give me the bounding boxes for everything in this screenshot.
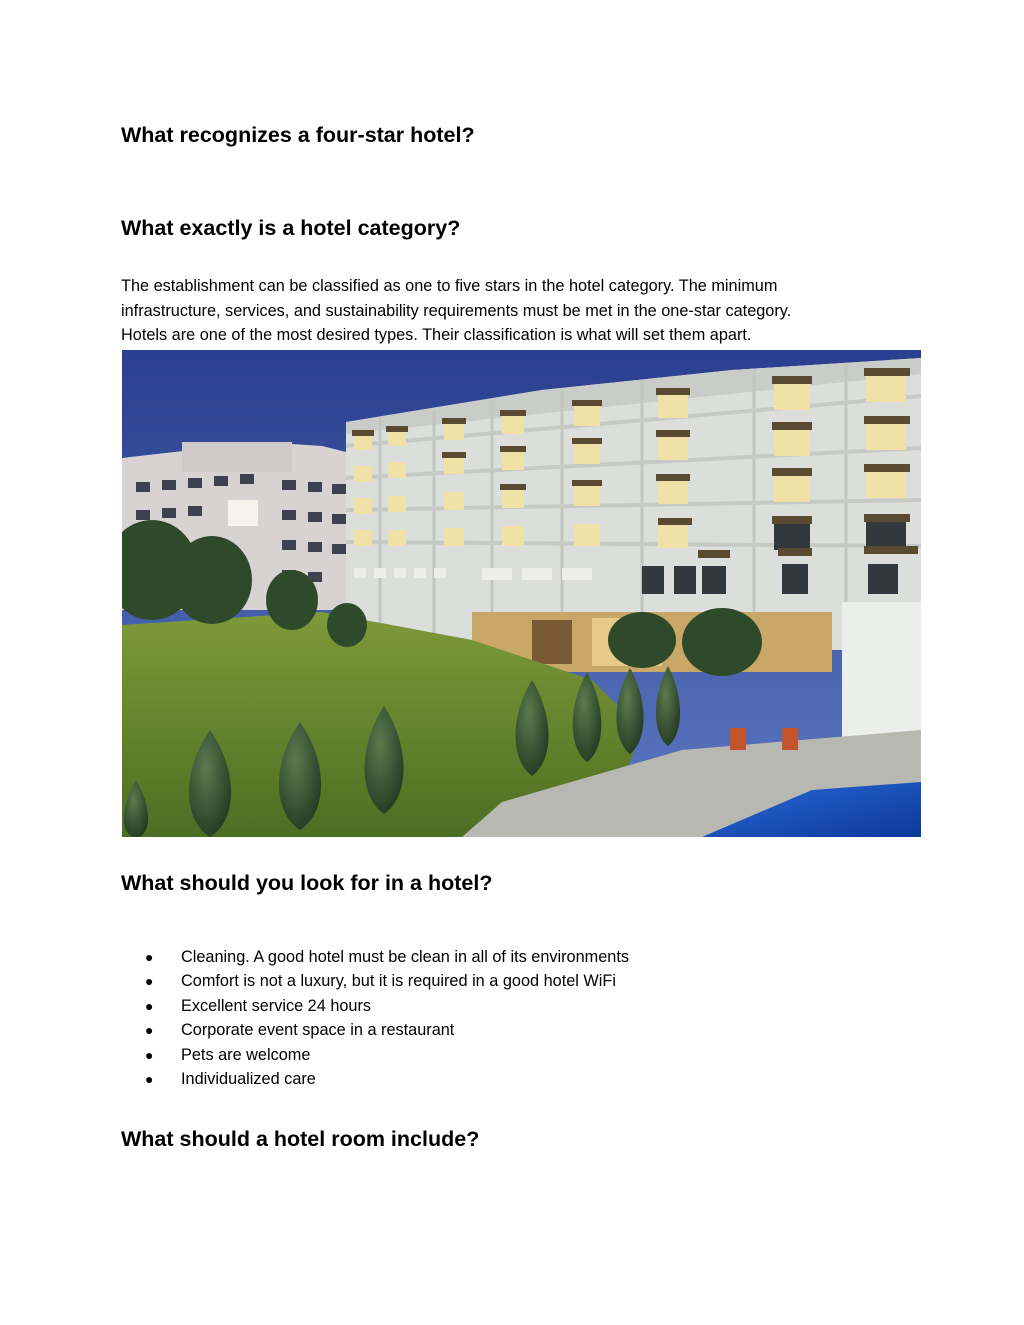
list-item xyxy=(145,945,629,969)
list-item xyxy=(145,969,629,993)
list-item-text: Cleaning. A good hotel must be clean in all of its environments xyxy=(181,948,630,966)
list-item-text: Comfort is not a luxury, but it is required in a good hotel WiFi xyxy=(181,972,616,991)
features-list xyxy=(145,945,629,1091)
paragraph-line: infrastructure, services, and sustainability requirements must be met in the one-star category. xyxy=(121,301,792,320)
list-item-text: Excellent service 24 hours xyxy=(181,996,372,1015)
hotel-exterior-photo xyxy=(122,350,921,837)
heading-look-for: What should you look for in a hotel? xyxy=(121,871,493,895)
bullet-icon: ● xyxy=(145,997,154,1014)
list-item-text: Pets are welcome xyxy=(181,1045,311,1064)
list-item xyxy=(145,994,629,1018)
heading-four-star-hotel: What recognizes a four-star hotel? xyxy=(121,123,475,147)
list-item xyxy=(145,1067,629,1091)
bullet-icon: ● xyxy=(145,973,154,990)
list-item-text: Individualized care xyxy=(181,1070,316,1089)
paragraph-line: Hotels are one of the most desired types. Their classification is what will set them apart. xyxy=(121,326,752,344)
heading-hotel-room: What should a hotel room include? xyxy=(121,1127,480,1151)
bullet-icon: ● xyxy=(145,949,154,965)
heading-hotel-category: What exactly is a hotel category? xyxy=(121,216,461,240)
bullet-icon: ● xyxy=(145,1071,154,1088)
list-item xyxy=(145,1043,629,1067)
bullet-icon: ● xyxy=(145,1046,154,1063)
bullet-icon: ● xyxy=(145,1022,154,1039)
list-item xyxy=(145,1018,629,1042)
paragraph-line: The establishment can be classified as one to five stars in the hotel category. The minimum xyxy=(121,277,778,295)
list-item-text: Corporate event space in a restaurant xyxy=(181,1021,455,1040)
category-paragraph xyxy=(121,274,911,348)
